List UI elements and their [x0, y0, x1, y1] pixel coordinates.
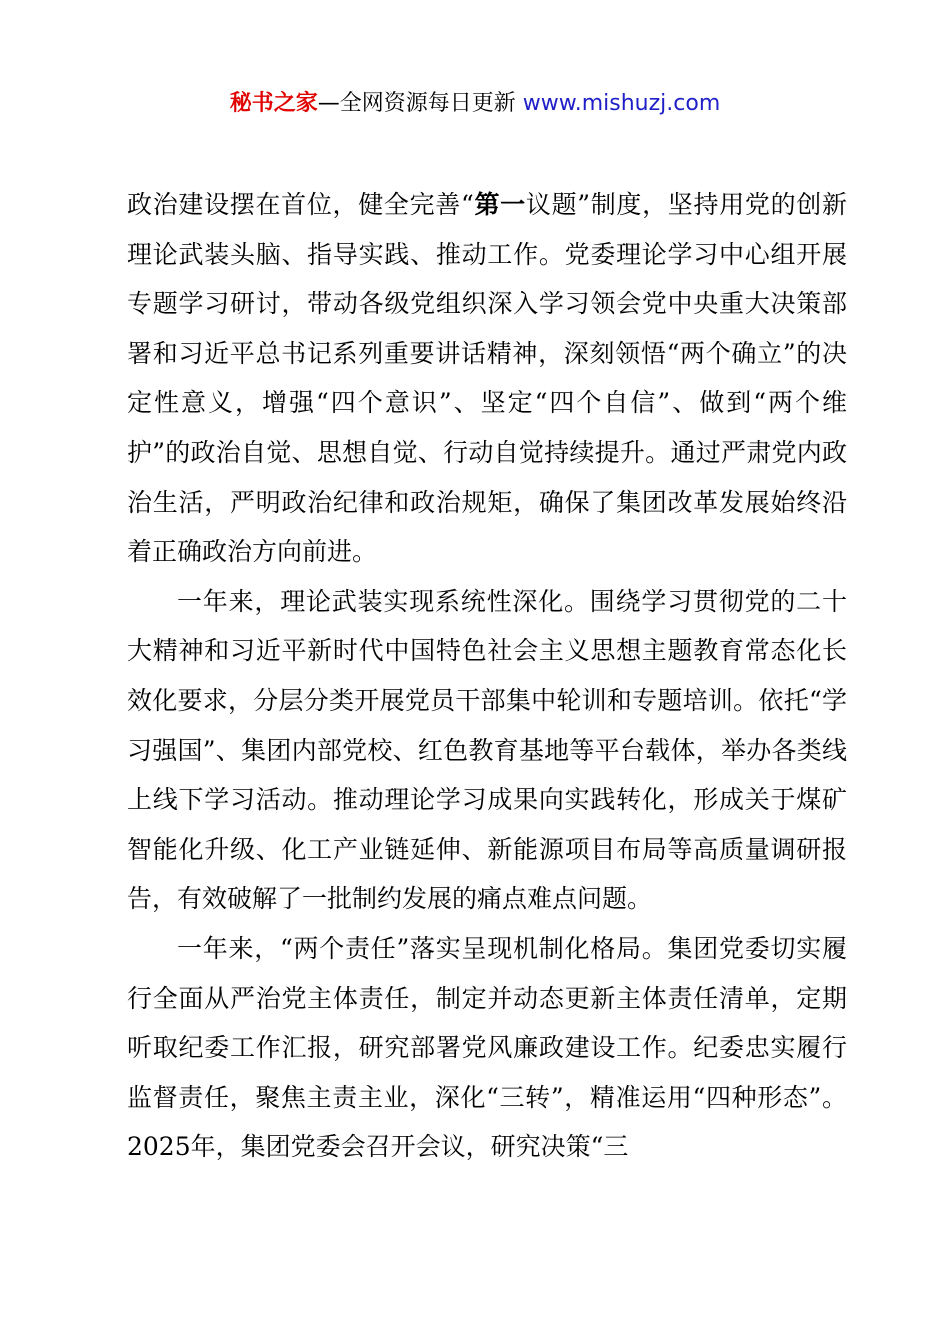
header-tagline: —全网资源每日更新	[317, 91, 523, 116]
paragraph-1-text-end: 议题”制度，坚持用党的创新理论武装头脑、指导实践、推动工作。党委理论学习中心组开展专题学习研讨，带动各级党组织深入学习领会党中央重大决策部署和习近平总书记系列重要讲话精神，深刻领悟“两个确立”的决定性意义，增强“四个意识”、坚定“四个自信”、做到“两个维护”的政治自觉、思想自觉、行动自觉持续提升。通过严肃党内政治生活，严明政治纪律和政治规矩，确保了集团改革发展始终沿着正确政治方向前进。	[127, 190, 847, 567]
paragraph-1-bold-term: 第一	[473, 190, 526, 219]
paragraph-3: 一年来，“两个责任”落实呈现机制化格局。集团党委切实履行全面从严治党主体责任，制定并动态更新主体责任清单，定期听取纪委工作汇报，研究部署党风廉政建设工作。纪委忠实履行监督责任，聚焦主责主业，深化“三转”，精准运用“四种形态”。2025年，集团党委会召开会议，研究决策“三	[127, 933, 847, 1162]
document-body	[127, 180, 847, 1172]
header-brand: 秘书之家	[229, 91, 318, 116]
paragraph-1	[127, 180, 847, 577]
paragraph-1-text-start: 政治建设摆在首位，健全完善“	[127, 190, 474, 219]
page-header	[0, 86, 950, 122]
header-url-link[interactable]: www.mishuzj.com	[522, 91, 721, 116]
paragraph-2: 一年来，理论武装实现系统性深化。围绕学习贯彻党的二十大精神和习近平新时代中国特色社会主义思想主题教育常态化长效化要求，分层分类开展党员干部集中轮训和专题培训。依托“学习强国”、集团内部党校、红色教育基地等平台载体，举办各类线上线下学习活动。推动理论学习成果向实践转化，形成关于煤矿智能化升级、化工产业链延伸、新能源项目布局等高质量调研报告，有效破解了一批制约发展的痛点难点问题。	[127, 586, 847, 914]
